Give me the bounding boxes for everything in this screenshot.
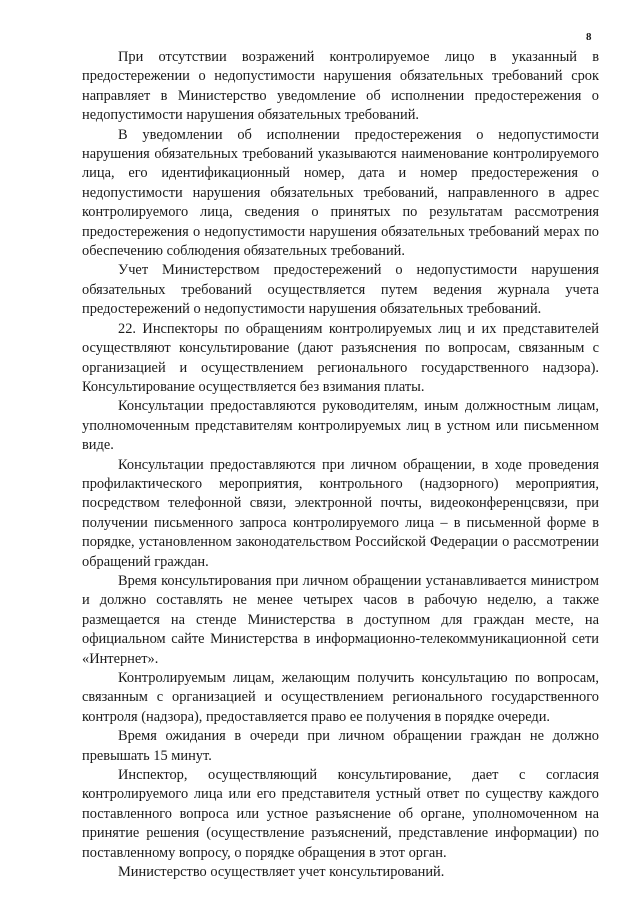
paragraph: Время консультирования при личном обращении устанавливается министром и должно составлять не менее четырех часов в рабочую неделю, а также размещается на стенде Министерства в доступном для граждан месте, на официальном сайте Министерства в информационно-телекоммуникационной сети «Интернет». [82, 572, 599, 667]
body-text [82, 48, 599, 882]
paragraph: 22. Инспекторы по обращениям контролируемых лиц и их представителей осуществляют консультирование (дают разъяснения по вопросам, связанным с организацией и осуществлением регионального государственного надзора). Консультирование осуществляется без взимания платы. [82, 320, 599, 395]
paragraph: Инспектор, осуществляющий консультирование, дает с согласия контролируемого лица или его представителя устный ответ по существу каждого поставленного вопроса или устное разъяснение об органе, уполномоченном на принятие решения (осуществление разъяснений, представление информации) по поставленному вопросу, о порядке обращения в этот орган. [82, 767, 599, 861]
page-number: 8 [586, 31, 592, 43]
paragraph: Консультации предоставляются при личном обращении, в ходе проведения профилактического мероприятия, контрольного (надзорного) мероприятия, посредством телефонной связи, электронной почты, видеоконференцсвязи, при получении письменного запроса контролируемого лица – в письменной форме в порядке, установленном законодательством Российской Федерации о рассмотрении обращений граждан. [82, 456, 599, 570]
paragraph: В уведомлении об исполнении предостережения о недопустимости нарушения обязательных требований указываются наименование контролируемого лица, его идентификационный номер, дата и номер предостережения о недопустимости нарушения обязательных требований, направленного в адрес контролируемого лица, сведения о принятых по результатам рассмотрения предостережения о недопустимости нарушения обязательных требований мерах по обеспечению соблюдения обязательных требований. [82, 126, 599, 260]
paragraph: Время ожидания в очереди при личном обращении граждан не должно превышать 15 минут. [82, 728, 599, 764]
paragraph: Контролируемым лицам, желающим получить консультацию по вопросам, связанным с организацией и осуществлением регионального государственного контроля (надзора), предоставляется право ее получения в порядке очереди. [82, 670, 599, 725]
paragraph: Учет Министерством предостережений о недопустимости нарушения обязательных требований осуществляется путем ведения журнала учета предостережений о недопустимости нарушения обязательных требований. [82, 262, 599, 318]
paragraph: Консультации предоставляются руководителям, иным должностным лицам, уполномоченным представителям контролируемых лиц в устном или письменном виде. [82, 398, 599, 454]
paragraph: Министерство осуществляет учет консультирований. [118, 864, 445, 881]
paragraph: При отсутствии возражений контролируемое лицо в указанный в предостережении о недопустимости нарушения обязательных требований срок направляет в Министерство уведомление об исполнении предостережения о недопустимости нарушения обязательных требований. [82, 49, 599, 124]
